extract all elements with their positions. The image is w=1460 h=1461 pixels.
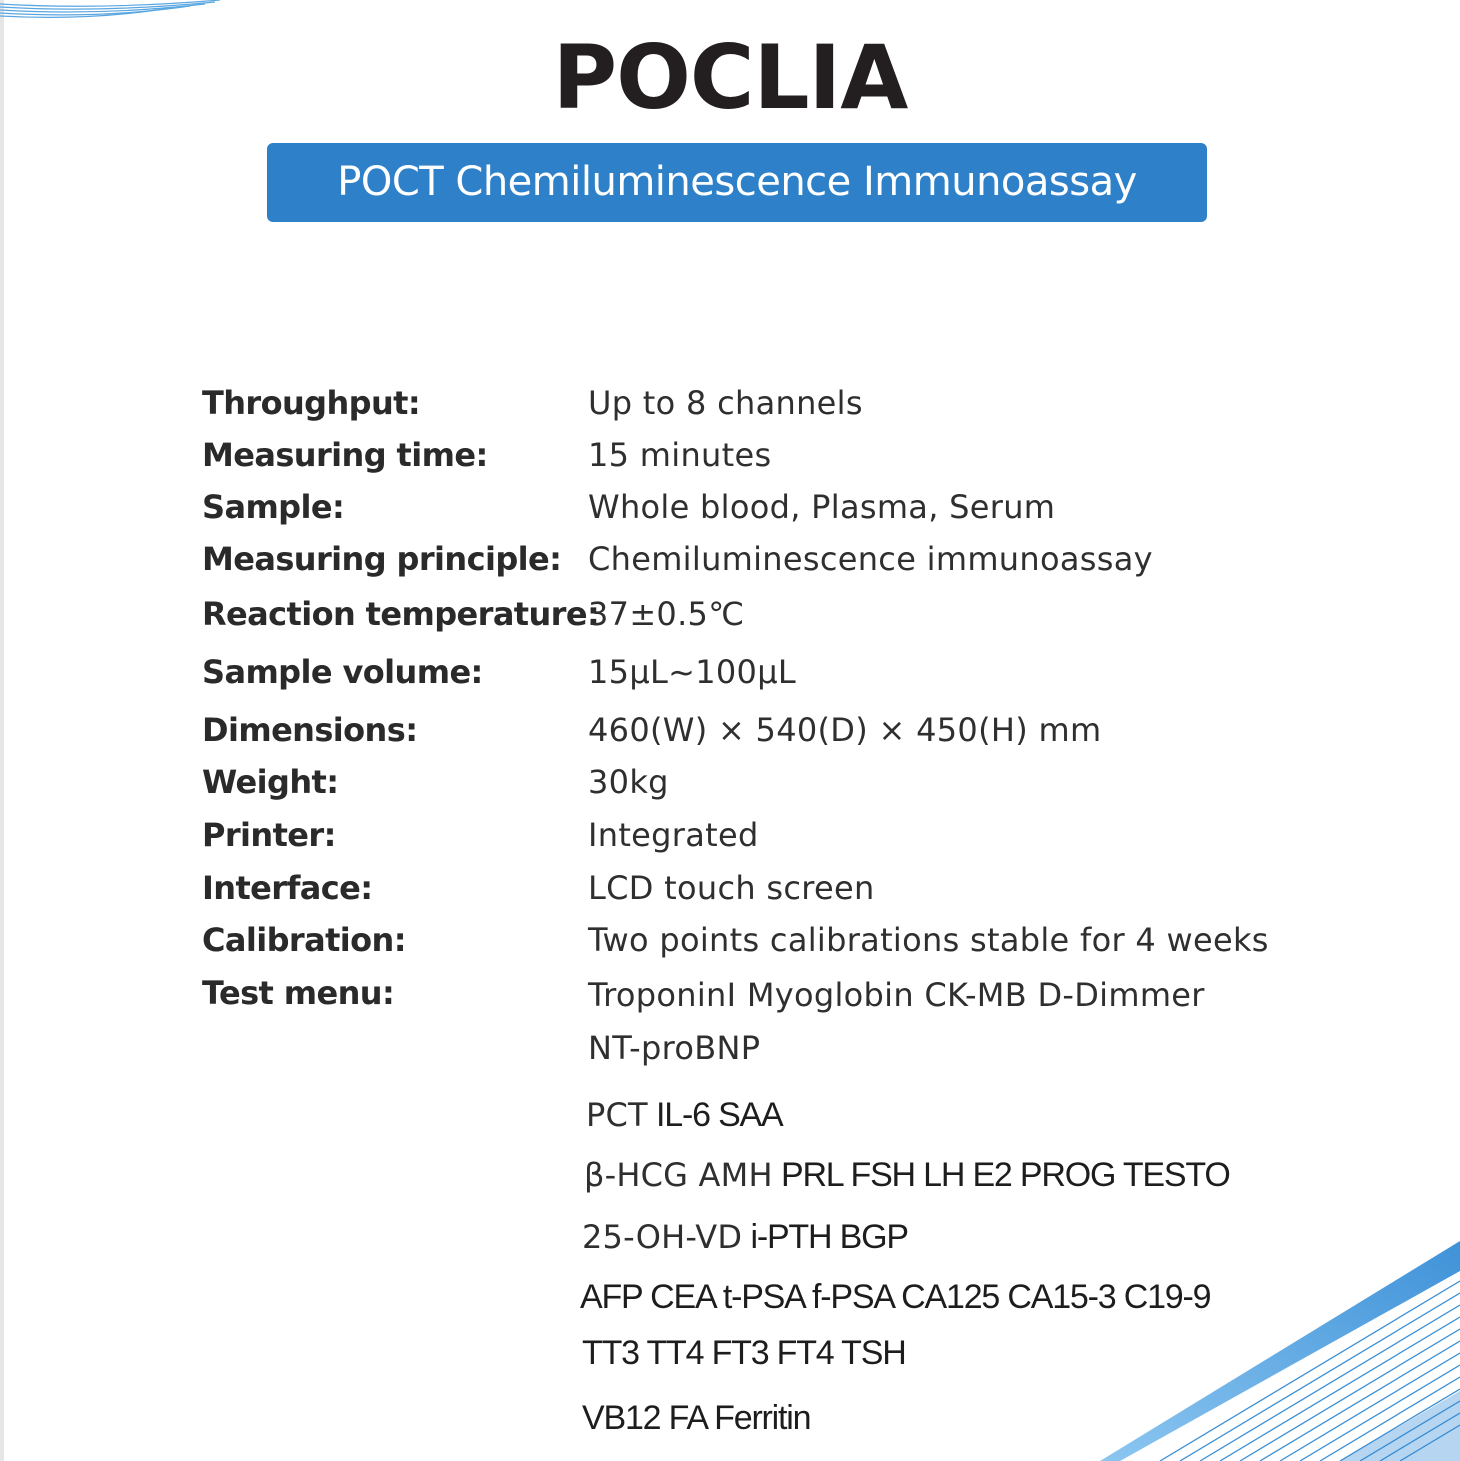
brand-title: POCLIA (552, 26, 908, 129)
spec-value-calibration: Two points calibrations stable for 4 weeks (588, 921, 1269, 959)
spec-label-weight: Weight: (202, 763, 339, 801)
test-menu-line-inflammation (586, 1095, 783, 1135)
spec-label-measuring-principle: Measuring principle: (202, 540, 562, 578)
page-left-edge (0, 0, 4, 1461)
spec-label-reaction-temperature: Reaction temperature: (202, 595, 600, 633)
spec-value-reaction-temperature: 37±0.5℃ (588, 595, 745, 633)
test-menu-line-anemia: VB12 FA Ferritin (582, 1399, 811, 1437)
spec-value-sample: Whole blood, Plasma, Serum (588, 488, 1056, 526)
spec-value-interface: LCD touch screen (588, 869, 875, 907)
subtitle-banner: POCT Chemiluminescence Immunoassay Analyzer (267, 143, 1207, 222)
test-menu-25ohvd: 25-OH-VD (582, 1218, 743, 1256)
spec-value-test-menu: TroponinI Myoglobin CK-MB D-Dimmer (588, 976, 1205, 1014)
spec-label-dimensions: Dimensions: (202, 711, 418, 749)
test-menu-line-ntprobnp: NT-proBNP (588, 1029, 761, 1067)
top-wave-decoration (0, 0, 240, 24)
test-menu-line-hormones (584, 1155, 1230, 1195)
test-menu-line-bone (582, 1217, 908, 1257)
test-menu-reproductive: PRL FSH LH E2 PROG TESTO (780, 1156, 1230, 1194)
test-menu-line-tumor-markers: AFP CEA t-PSA f-PSA CA125 CA15-3 C19-9 (580, 1278, 1211, 1316)
spec-label-interface: Interface: (202, 869, 373, 907)
spec-value-measuring-principle: Chemiluminescence immunoassay (588, 540, 1153, 578)
spec-label-sample: Sample: (202, 488, 345, 526)
spec-label-sample-volume: Sample volume: (202, 653, 483, 691)
test-menu-il6-saa: IL-6 SAA (656, 1096, 783, 1134)
spec-value-dimensions: 460(W) × 540(D) × 450(H) mm (588, 711, 1102, 749)
spec-label-calibration: Calibration: (202, 921, 406, 959)
spec-value-printer: Integrated (588, 816, 759, 854)
spec-value-weight: 30kg (588, 763, 669, 801)
test-menu-line-thyroid: TT3 TT4 FT3 FT4 TSH (582, 1334, 906, 1372)
spec-label-measuring-time: Measuring time: (202, 436, 488, 474)
spec-value-throughput: Up to 8 channels (588, 384, 863, 422)
test-menu-ipth-bgp: i-PTH BGP (750, 1218, 908, 1256)
bottom-stripe-decoration (1100, 1241, 1460, 1461)
test-menu-pct: PCT (586, 1096, 648, 1134)
spec-value-sample-volume: 15μL~100μL (588, 653, 796, 691)
spec-label-printer: Printer: (202, 816, 336, 854)
spec-value-measuring-time: 15 minutes (588, 436, 772, 474)
spec-label-test-menu: Test menu: (202, 974, 395, 1012)
spec-label-throughput: Throughput: (202, 384, 421, 422)
test-menu-bhcg-amh: β-HCG AMH (584, 1156, 773, 1194)
